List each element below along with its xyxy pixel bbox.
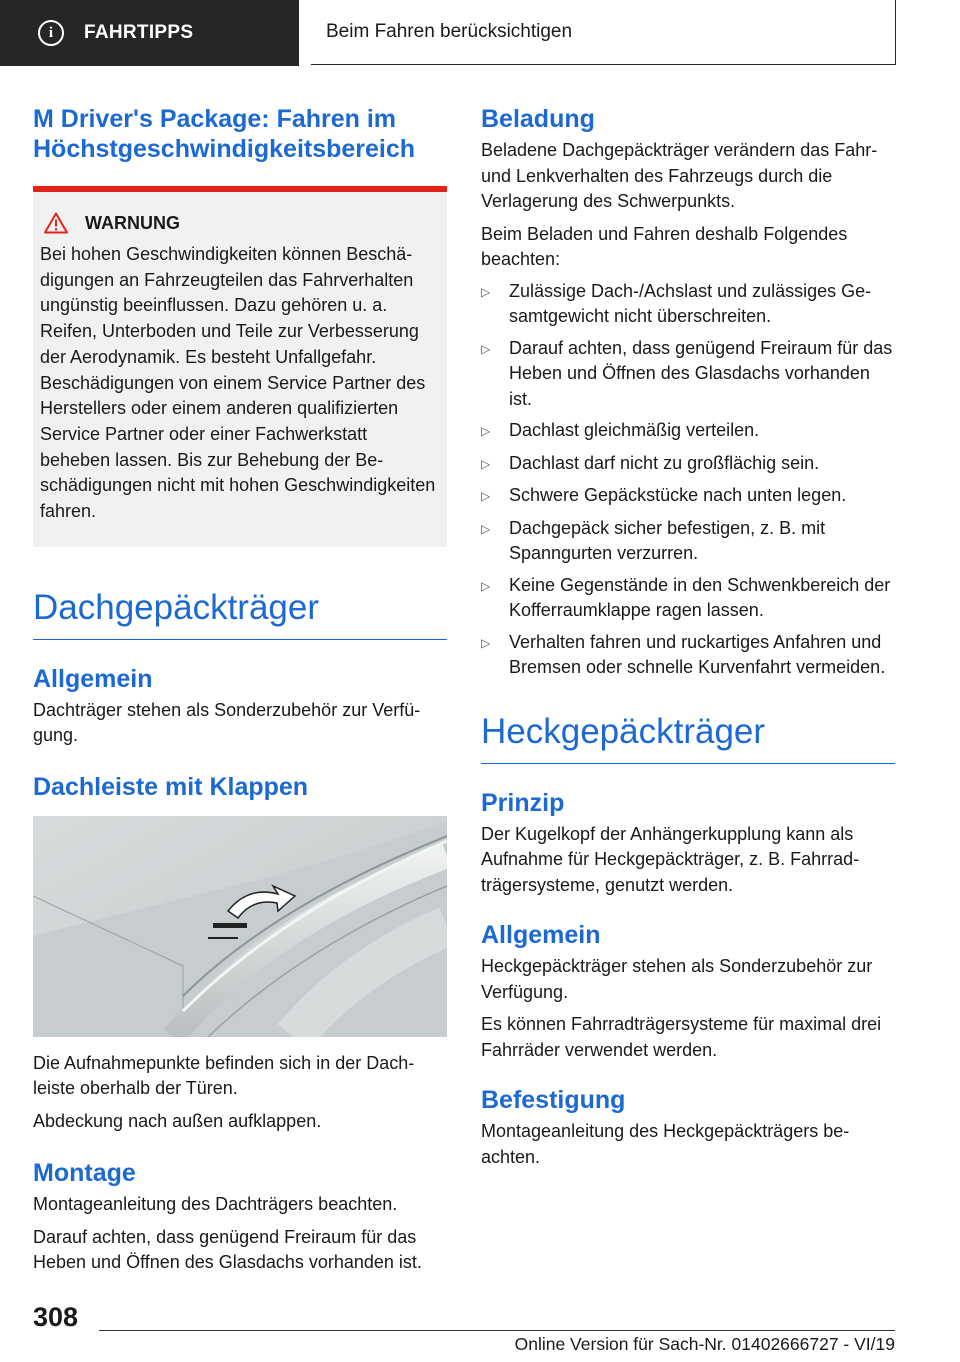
heading-beladung: Beladung [481, 105, 595, 133]
chapter-title: Beim Fahren berücksichtigen [326, 21, 573, 42]
prinzip-text: Der Kugelkopf der Anhängerkupplung kann als Aufnahme für Heckgepäckträger, z. B. Fahrradträgersysteme, genutzt werden. [481, 823, 860, 895]
triangle-right-icon: ▷ [481, 578, 491, 593]
list-item: ▷ Zulässige Dach-/Achslast und zulässiges Gesamtgewicht nicht überschreiten. [481, 279, 895, 330]
beladung-list [481, 279, 895, 681]
list-item: ▷ Dachgepäck sicher befestigen, z. B. mit Spanngurten verzurren. [481, 516, 895, 567]
photo-caption-2: Abdeckung nach außen aufklappen. [33, 1110, 322, 1131]
footer-version-text: Online Version für Sach-Nr. 01402666727 - VI/19 [514, 1334, 895, 1354]
allgemein-text: Dachträger stehen als Sonderzubehör zur Verfügung. [33, 699, 421, 746]
befestigung-text: Montageanleitung des Heckgepäckträgers beachten. [481, 1121, 850, 1167]
list-item: ▷ Dachlast darf nicht zu großflächig sein. [481, 451, 895, 478]
heading-befestigung: Befestigung [481, 1086, 626, 1114]
montage-text-2: Darauf achten, dass genügend Freiraum für das Heben und Öffnen des Glasdachs vorhanden ist. [33, 1226, 422, 1273]
list-item: ▷ Darauf achten, dass genügend Freiraum für das Heben und Öffnen des Glasdachs vorhanden ist. [481, 336, 895, 413]
warning-triangle-icon [44, 212, 68, 234]
triangle-right-icon: ▷ [481, 341, 491, 356]
heading-dachgepaecktraeger: Dachgepäckträger [33, 587, 447, 640]
warning-header [44, 212, 439, 234]
page-footer [0, 1290, 960, 1362]
heck-allgemein-text-1: Heckgepäckträger stehen als Sonderzubehör zur Verfügung. [481, 956, 873, 1002]
list-item: ▷ Schwere Gepäckstücke nach unten legen. [481, 483, 895, 510]
beladung-text-2: Beim Beladen und Fahren deshalb Folgendes beachten: [481, 223, 848, 269]
list-item: ▷ Dachlast gleichmäßig verteilen. [481, 418, 895, 445]
montage-text-1: Montageanleitung des Dachträgers beachten. [33, 1194, 398, 1215]
heading-allgemein: Allgemein [33, 664, 153, 693]
triangle-right-icon: ▷ [481, 521, 491, 536]
triangle-right-icon: ▷ [481, 424, 491, 438]
heck-allgemein-text-2: Es können Fahrradträgersysteme für maximal drei Fahrräder verwendet werden. [481, 1014, 882, 1060]
heading-montage: Montage [33, 1159, 136, 1188]
warning-title: WARNUNG [85, 212, 180, 233]
page-number: 308 [33, 1302, 79, 1332]
photo-caption-1: Die Aufnahmepunkte befinden sich in der Dachleiste oberhalb der Türen. [33, 1052, 415, 1099]
list-item: ▷ Keine Gegenstände in den Schwenkbereich der Kofferraumklappe ragen lassen. [481, 573, 895, 624]
left-column [33, 104, 447, 1276]
right-column [481, 104, 895, 1170]
warning-box [33, 186, 447, 547]
warning-text: Bei hohen Geschwindigkeiten können Beschädigungen an Fahrzeugteilen das Fahrverhalten ungünstig beeinflussen. Dazu gehören u. a. Reifen, Unterboden und Teile zur Verbesserung der Aerodynamik. Es besteht Unfallgefahr. Beschädigungen von einem Service Partner des Herstellers oder einem anderen qualifizierten Service Partner oder einer Fachwerkstatt beheben lassen. Bis zur Behebung der Beschädigungen nicht mit hohen Geschwindigkeiten fahren. [40, 244, 436, 522]
heading-prinzip: Prinzip [481, 788, 565, 817]
triangle-right-icon: ▷ [481, 635, 491, 650]
triangle-right-icon: ▷ [481, 284, 491, 299]
roof-rail-photo [33, 816, 447, 1037]
triangle-right-icon: ▷ [481, 456, 491, 471]
heading-allgemein-heck: Allgemein [481, 921, 601, 949]
heading-dachleiste: Dachleiste mit Klappen [33, 772, 309, 801]
footer-divider [99, 1330, 895, 1331]
page-header [0, 0, 960, 66]
list-item: ▷ Verhalten fahren und ruckartiges Anfahren und Bremsen oder schnelle Kurvenfahrt vermeiden. [481, 630, 895, 681]
section-tab [0, 0, 299, 66]
triangle-right-icon: ▷ [481, 489, 491, 503]
info-icon: i [38, 20, 64, 46]
section-title: FAHRTIPPS [84, 22, 194, 43]
heading-heckgepaecktraeger: Heckgepäckträger [481, 711, 895, 764]
beladung-text-1: Beladene Dachgepäckträger verändern das Fahr- und Lenkverhalten des Fahrzeugs durch die Verlagerung des Schwerpunkts. [481, 140, 878, 211]
heading-m-drivers-package: M Driver's Package: Fahren im Höchstgeschwindigkeitsbereich [33, 105, 416, 163]
chapter-title-box [311, 0, 896, 65]
